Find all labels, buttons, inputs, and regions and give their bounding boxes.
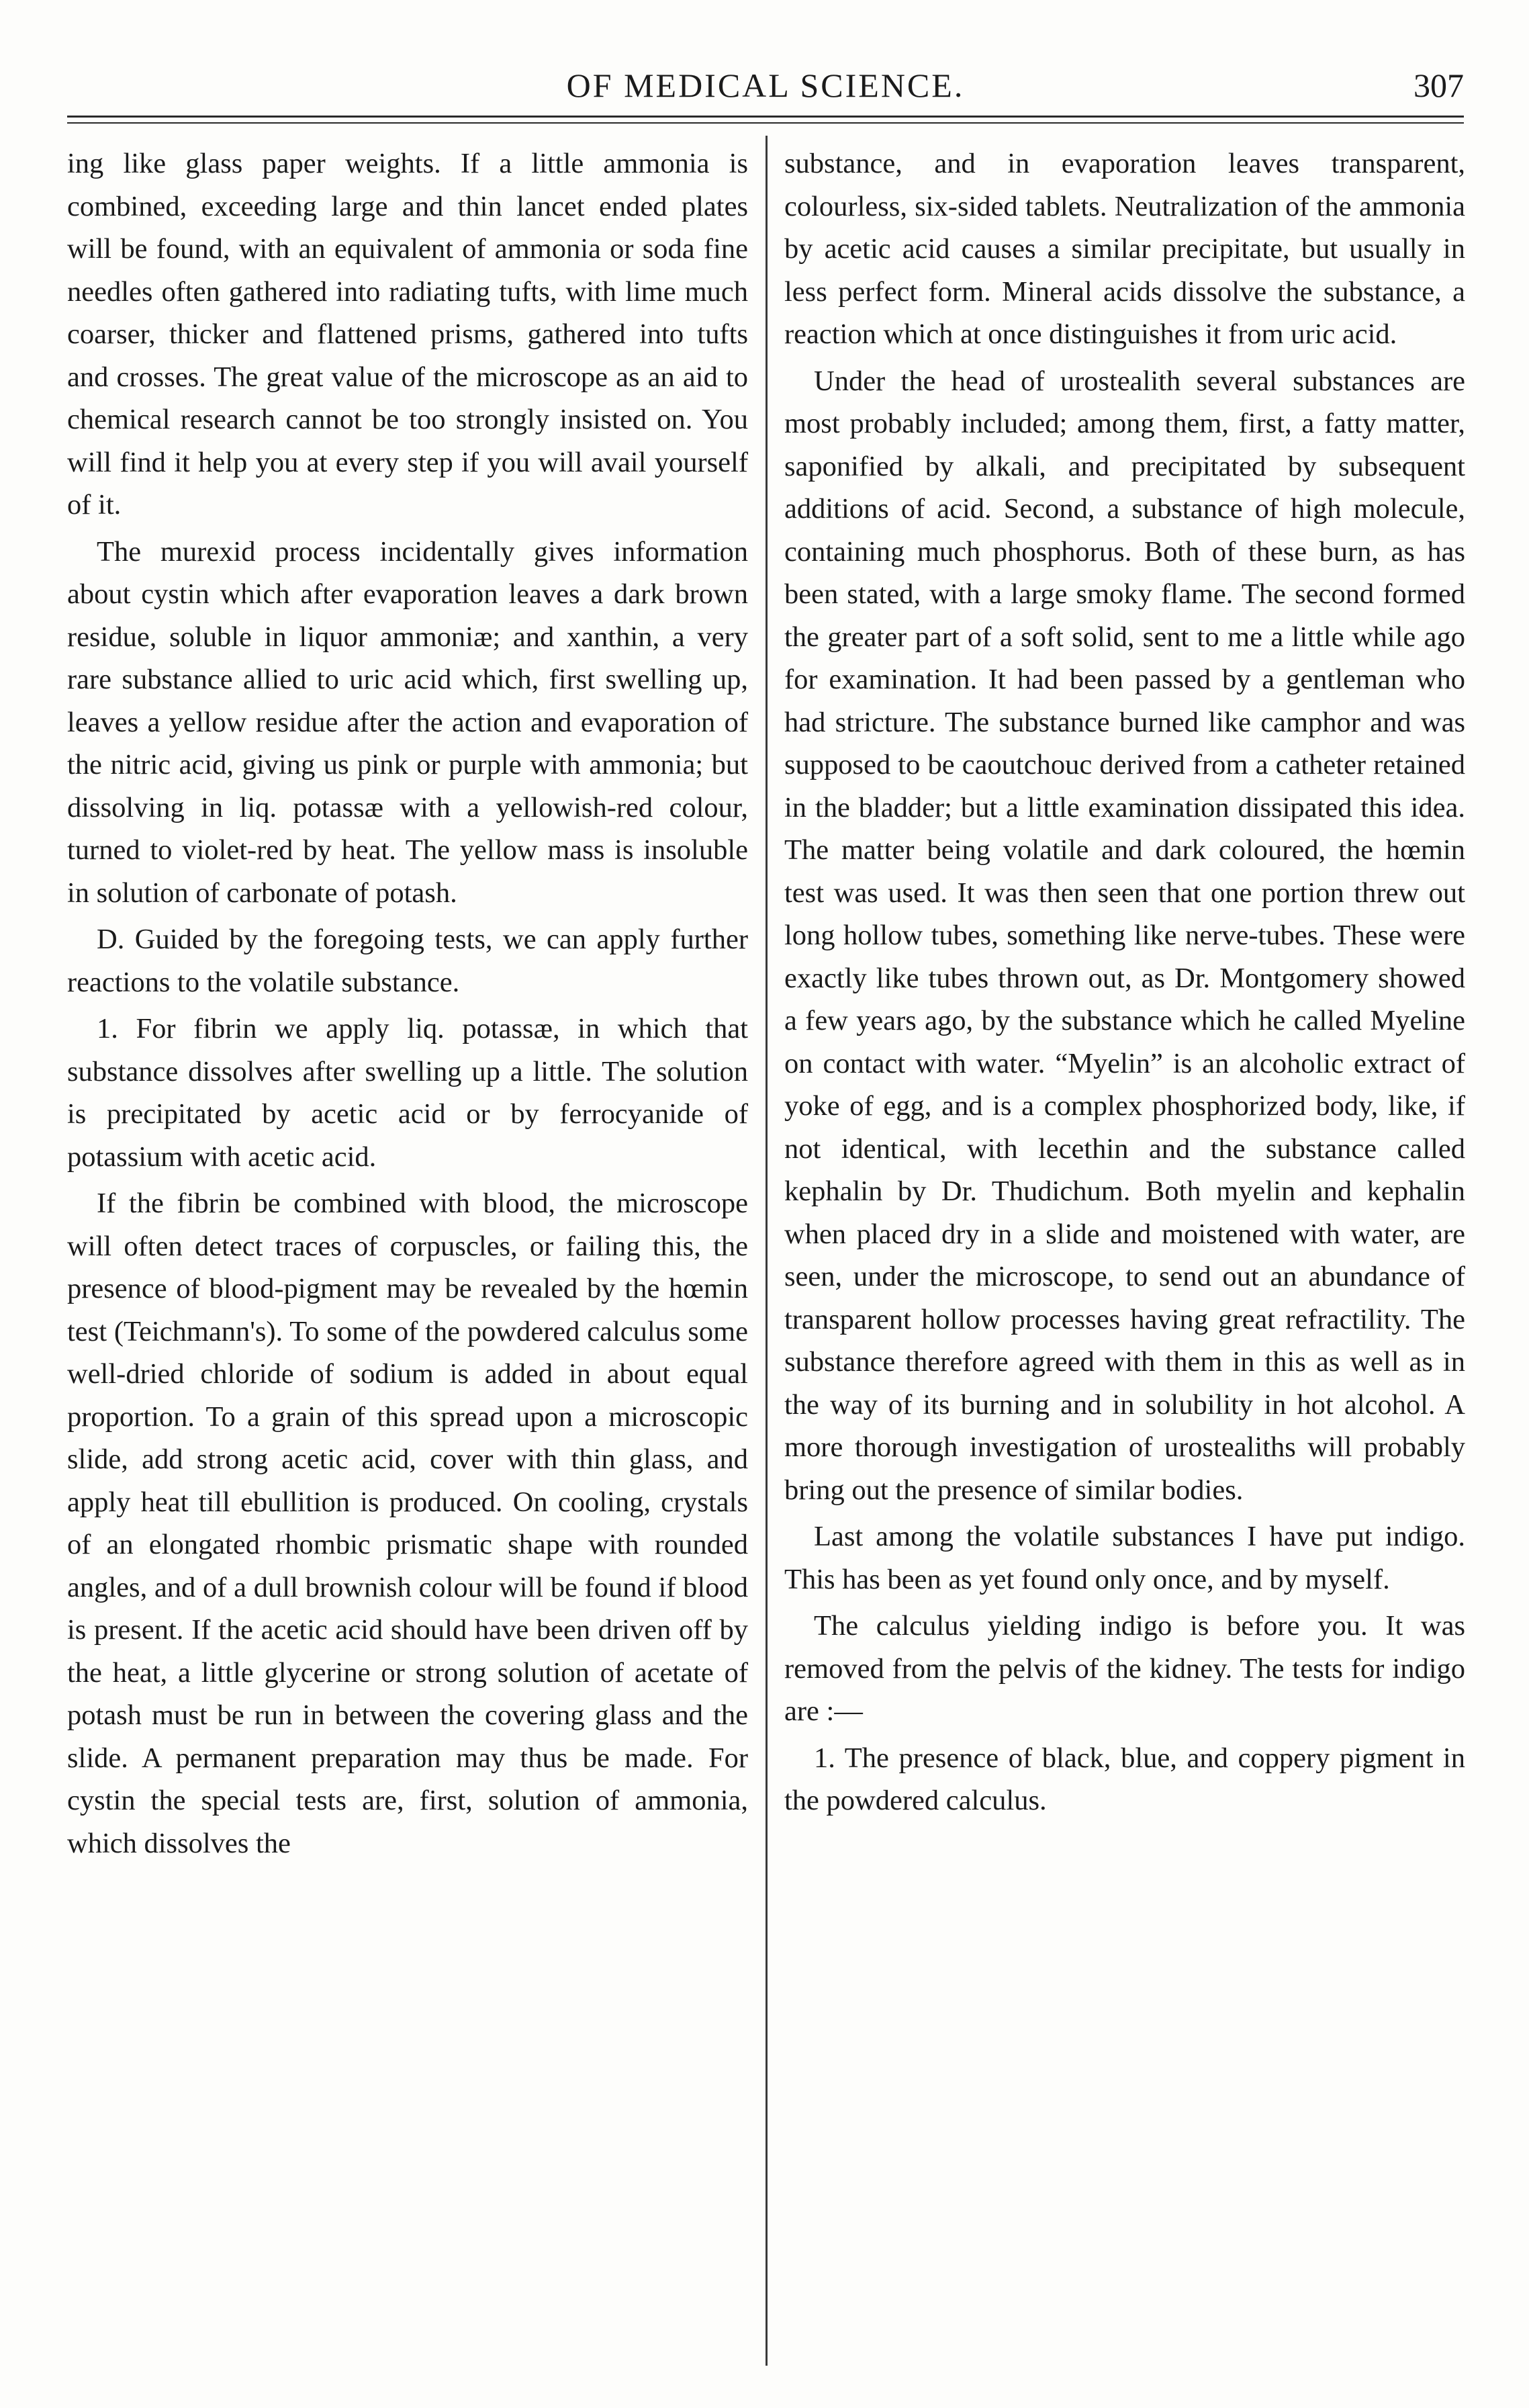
paragraph: Last among the volatile substances I have put indigo. This has been as yet found only once, and by myself. (784, 1521, 1465, 1595)
paragraph: 1. For fibrin we apply liq. potassæ, in which that substance dissolves after swelling up a little. The solution is precipitated by acetic acid or by ferrocyanide of potassium with acetic acid. (67, 1013, 748, 1173)
paragraph: substance, and in evaporation leaves transparent, colourless, six-sided tablets. Neutralization of the ammonia by acetic acid causes a similar precipitate, but usually in less perfect form. Mineral acids dissolve the substance, a reaction which at once distinguishes it from uric acid. (784, 148, 1465, 350)
text-columns (67, 142, 1464, 2372)
page-number: 307 (1414, 66, 1464, 104)
paragraph: The calculus yielding indigo is before you. It was removed from the pelvis of the kidney. The tests for indigo are :— (784, 1610, 1465, 1727)
paragraph: Under the head of urostealith several substances are most probably included; among them, first, a fatty matter, saponified by alkali, and precipitated by subsequent additions of acid. Second, a substance of high molecule, containing much phosphorus. Both of these burn, as has been stated, with a large smoky flame. The second formed the greater part of a soft solid, sent to me a little while ago for examination. It had been passed by a gentleman who had stricture. The substance burned like camphor and was supposed to be caoutchouc derived from a catheter retained in the bladder; but a little examination dissipated this idea. The matter being volatile and dark coloured, the hœmin test was used. It was then seen that one portion threw out long hollow tubes, something like nerve-tubes. These were exactly like tubes thrown out, as Dr. Montgomery showed a few years ago, by the substance which he called Myeline on contact with water. “Myelin” is an alcoholic extract of yoke of egg, and is a complex phosphorized body, like, if not identical, with lecethin and the substance called kephalin by Dr. Thudichum. Both myelin and kephalin when placed dry in a slide and moistened with water, are seen, under the microscope, to send out an abundance of transparent hollow processes having great refractility. The substance therefore agreed with them in this as well as in the way of its burning and in solubility in hot alcohol. A more thorough investigation of urostealiths will probably bring out the presence of similar bodies. (784, 365, 1465, 1506)
paragraph: ing like glass paper weights. If a little ammonia is combined, exceeding large and thin lancet ended plates will be found, with an equivalent of ammonia or soda fine needles often gathered into radiating tufts, with lime much coarser, thicker and flattened prisms, gathered into tufts and crosses. The great value of the microscope as an aid to chemical research cannot be too strongly insisted on. You will find it help you at every step if you will avail yourself of it. (67, 148, 748, 521)
left-column (67, 142, 748, 1869)
header-rule (67, 116, 1464, 118)
paragraph: The murexid process incidentally gives information about cystin which after evaporation leaves a dark brown residue, soluble in liquor ammoniæ; and xanthin, a very rare substance allied to uric acid which, first swelling up, leaves a yellow residue after the action and evaporation of the nitric acid, giving us pink or purple with ammonia; but dissolving in liq. potassæ with a yellowish-red colour, turned to violet-red by heat. The yellow mass is insoluble in solution of carbonate of potash. (67, 535, 748, 909)
right-column (784, 142, 1465, 1826)
running-title: OF MEDICAL SCIENCE. (566, 66, 965, 104)
paragraph: D. Guided by the foregoing tests, we can apply further reactions to the volatile substance. (67, 924, 748, 998)
paragraph: If the fibrin be combined with blood, the microscope will often detect traces of corpuscles, or failing this, the presence of blood-pigment may be revealed by the hœmin test (Teichmann's). To some of the powdered calculus some well-dried chloride of sodium is added in about equal proportion. To a grain of this spread upon a microscopic slide, add strong acetic acid, cover with thin glass, and apply heat till ebullition is produced. On cooling, crystals of an elongated rhombic prismatic shape with rounded angles, and of a dull brownish colour will be found if blood is present. If the acetic acid should have been driven off by the heat, a little glycerine or strong solution of acetate of potash must be run in between the covering glass and the slide. A permanent preparation may thus be made. For cystin the special tests are, first, solution of ammonia, which dissolves the (67, 1188, 748, 1859)
paragraph: 1. The presence of black, blue, and coppery pigment in the powdered calculus. (784, 1742, 1465, 1816)
header-rule-secondary (67, 122, 1464, 124)
book-page (67, 62, 1464, 2372)
page-header (67, 62, 1464, 126)
